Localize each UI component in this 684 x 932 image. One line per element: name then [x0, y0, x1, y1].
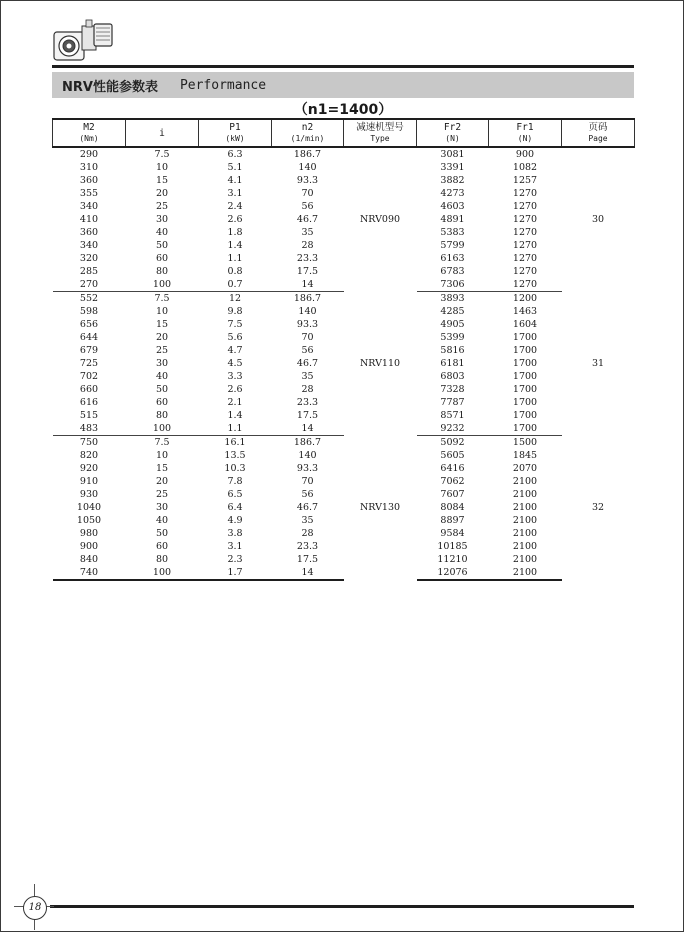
- cell-n2: 46.7: [296, 502, 319, 513]
- cell-n2: 56: [301, 201, 314, 212]
- cell-fr1: 1700: [489, 422, 562, 436]
- cell-p1: 4.5: [227, 358, 243, 369]
- cell-ratio: 15: [155, 175, 169, 186]
- cell-type: NRV090: [359, 214, 401, 226]
- cell-fr2: 7306: [417, 278, 489, 292]
- cell-fr1: 2100: [512, 515, 538, 526]
- cell-m2: 320: [79, 253, 99, 264]
- header-n2: n2 (1/min): [272, 119, 344, 147]
- cell-fr2: 10185: [437, 541, 468, 552]
- cell-n2: 17.5: [296, 410, 319, 421]
- cell-m2: 360: [79, 227, 99, 238]
- cell-fr1: 1700: [512, 384, 538, 395]
- cell-fr2: 8084: [440, 502, 465, 513]
- cell-n2: 23.3: [296, 397, 319, 408]
- cell-n2: 23.3: [296, 541, 319, 552]
- cell-m2: 725: [79, 358, 99, 369]
- cell-ratio: 40: [155, 371, 169, 382]
- cell-p1: 3.8: [227, 528, 243, 539]
- cell-fr1: 900: [515, 149, 535, 160]
- cell-ratio: 25: [155, 489, 169, 500]
- cell-fr2: 9232: [417, 422, 489, 436]
- section-title-bar: [52, 72, 634, 98]
- cell-m2: 910: [79, 476, 99, 487]
- cell-fr2: 7328: [440, 384, 465, 395]
- cell-fr2: 3391: [440, 162, 465, 173]
- cell-page: 31: [591, 358, 605, 369]
- cell-n2: 14: [272, 278, 344, 292]
- cell-ratio: 50: [155, 528, 169, 539]
- cell-m2: 552: [79, 293, 99, 304]
- cell-ratio: 25: [155, 201, 169, 212]
- cell-m2: 515: [79, 410, 99, 421]
- cell-fr1: 1700: [512, 345, 538, 356]
- cell-fr2: 5092: [440, 437, 465, 448]
- cell-m2: 679: [79, 345, 99, 356]
- cell-n2: 186.7: [293, 149, 322, 160]
- cell-n2: 14: [272, 422, 344, 436]
- cell-p1: 1.8: [227, 227, 243, 238]
- cell-fr1: 2070: [512, 463, 538, 474]
- cell-n2: 56: [301, 345, 314, 356]
- cell-fr2: 5799: [440, 240, 465, 251]
- cell-p1: 9.8: [227, 306, 243, 317]
- cell-fr1: 1700: [512, 410, 538, 421]
- cell-ratio: 30: [155, 502, 169, 513]
- cell-m2: 644: [79, 332, 99, 343]
- cell-type: NRV110: [359, 358, 401, 369]
- input-speed-condition: （n1=1400）: [293, 102, 393, 118]
- cell-n2: 46.7: [296, 358, 319, 369]
- cell-fr2: 8897: [440, 515, 465, 526]
- cell-fr2: 5816: [440, 345, 465, 356]
- cell-m2: 840: [79, 554, 99, 565]
- cell-m2: 483: [53, 422, 126, 436]
- cell-ratio: 50: [155, 240, 169, 251]
- cell-p1: 6.3: [227, 149, 243, 160]
- cell-m2: 290: [79, 149, 99, 160]
- cell-p1: 7.8: [227, 476, 243, 487]
- cell-p1: 0.8: [227, 266, 243, 277]
- cell-fr1: 1270: [512, 188, 538, 199]
- page-number: 18: [23, 896, 47, 920]
- cell-n2: 35: [301, 371, 314, 382]
- cell-p1: 5.1: [227, 162, 243, 173]
- cell-m2: 980: [79, 528, 99, 539]
- cell-fr1: 2100: [512, 554, 538, 565]
- cell-fr1: 1700: [512, 332, 538, 343]
- cell-ratio: 7.5: [154, 149, 170, 160]
- cell-n2: 70: [301, 476, 314, 487]
- cell-p1: 6.4: [227, 502, 243, 513]
- cell-n2: 17.5: [296, 554, 319, 565]
- cell-m2: 360: [79, 175, 99, 186]
- header-page: 页码 Page: [562, 119, 635, 147]
- header-m2: M2 (Nm): [53, 119, 126, 147]
- section-title-en: Performance: [179, 77, 267, 93]
- cell-fr1: 2100: [512, 489, 538, 500]
- cell-ratio: 7.5: [154, 437, 170, 448]
- cell-fr2: 4603: [440, 201, 465, 212]
- cell-p1: 1.1: [227, 253, 243, 264]
- footer-rule: [50, 905, 634, 908]
- cell-type: NRV130: [359, 502, 401, 514]
- table-row: [53, 436, 635, 450]
- cell-fr2: 4905: [440, 319, 465, 330]
- cell-fr2: 4273: [440, 188, 465, 199]
- cell-fr2: 5399: [440, 332, 465, 343]
- performance-table: [52, 118, 635, 581]
- cell-fr2: 6803: [440, 371, 465, 382]
- cell-m2: 740: [53, 566, 126, 580]
- cell-fr1: 1700: [512, 371, 538, 382]
- cell-n2: 186.7: [293, 293, 322, 304]
- cell-n2: 140: [298, 450, 317, 461]
- cell-fr2: 3081: [440, 149, 465, 160]
- cell-ratio: 80: [155, 554, 169, 565]
- cell-fr1: 2100: [512, 541, 538, 552]
- cell-n2: 70: [301, 188, 314, 199]
- cell-p1: 10.3: [224, 463, 246, 474]
- cell-fr1: 1270: [512, 253, 538, 264]
- cell-p1: 1.4: [227, 410, 243, 421]
- cell-fr2: 5605: [440, 450, 465, 461]
- table-header-row: [53, 119, 635, 147]
- cell-m2: 1050: [76, 515, 102, 526]
- cell-fr1: 1270: [512, 201, 538, 212]
- header-rule: [52, 65, 634, 68]
- cell-fr2: 4891: [440, 214, 465, 225]
- cell-fr2: 6181: [440, 358, 465, 369]
- cell-fr1: 1700: [512, 358, 538, 369]
- cell-p1: 1.1: [199, 422, 272, 436]
- cell-ratio: 40: [155, 515, 169, 526]
- cell-fr1: 2100: [512, 476, 538, 487]
- cell-n2: 28: [301, 384, 314, 395]
- header-type: 减速机型号 Type: [344, 119, 417, 147]
- cell-p1: 1.4: [227, 240, 243, 251]
- cell-fr2: 3882: [440, 175, 465, 186]
- cell-m2: 930: [79, 489, 99, 500]
- cell-fr1: 2100: [512, 528, 538, 539]
- cell-fr2: 12076: [417, 566, 489, 580]
- cell-p1: 2.6: [227, 214, 243, 225]
- cell-fr1: 1845: [512, 450, 538, 461]
- cell-ratio: 7.5: [154, 293, 170, 304]
- cell-fr1: 1270: [512, 227, 538, 238]
- cell-ratio: 50: [155, 384, 169, 395]
- cell-fr2: 9584: [440, 528, 465, 539]
- cell-fr1: 1700: [512, 397, 538, 408]
- cell-n2: 93.3: [296, 463, 319, 474]
- cell-n2: 56: [301, 489, 314, 500]
- cell-m2: 310: [79, 162, 99, 173]
- cell-p1: 2.6: [227, 384, 243, 395]
- cell-fr2: 7787: [440, 397, 465, 408]
- cell-fr1: 1257: [512, 175, 538, 186]
- cell-ratio: 25: [155, 345, 169, 356]
- cell-fr2: 3893: [440, 293, 465, 304]
- cell-ratio: 15: [155, 319, 169, 330]
- cell-ratio: 60: [155, 397, 169, 408]
- cell-n2: 70: [301, 332, 314, 343]
- cell-fr1: 1270: [512, 240, 538, 251]
- cell-p1: 2.1: [227, 397, 243, 408]
- cell-fr1: 1604: [512, 319, 538, 330]
- cell-m2: 598: [79, 306, 99, 317]
- cell-n2: 93.3: [296, 319, 319, 330]
- cell-m2: 900: [79, 541, 99, 552]
- cell-fr1: 1200: [512, 293, 538, 304]
- cell-fr2: 6783: [440, 266, 465, 277]
- cell-fr1: 2100: [489, 566, 562, 580]
- cell-ratio: 60: [155, 253, 169, 264]
- table-row: [53, 147, 635, 161]
- cell-m2: 820: [79, 450, 99, 461]
- cell-fr2: 6416: [440, 463, 465, 474]
- cell-n2: 140: [298, 306, 317, 317]
- cell-page: 32: [591, 502, 605, 514]
- cell-ratio: 15: [155, 463, 169, 474]
- cell-p1: 12: [228, 293, 242, 304]
- header-ratio: i: [126, 119, 199, 147]
- cell-ratio: 10: [155, 450, 169, 461]
- cell-m2: 285: [79, 266, 99, 277]
- cell-fr2: 6163: [440, 253, 465, 264]
- cell-ratio: 20: [155, 332, 169, 343]
- cell-ratio: 20: [155, 188, 169, 199]
- cell-p1: 16.1: [224, 437, 246, 448]
- cell-m2: 340: [79, 201, 99, 212]
- cell-m2: 1040: [76, 502, 102, 513]
- cell-m2: 410: [79, 214, 99, 225]
- cell-n2: 28: [301, 240, 314, 251]
- cell-fr2: 4285: [440, 306, 465, 317]
- cell-p1: 6.5: [227, 489, 243, 500]
- cell-p1: 4.7: [227, 345, 243, 356]
- cell-p1: 4.9: [227, 515, 243, 526]
- cell-fr2: 5383: [440, 227, 465, 238]
- cell-fr2: 8571: [440, 410, 465, 421]
- cell-fr1: 1270: [512, 266, 538, 277]
- cell-fr1: 1082: [512, 162, 538, 173]
- cell-p1: 3.3: [227, 371, 243, 382]
- section-title-cn: NRV性能参数表: [62, 79, 158, 95]
- cell-m2: 340: [79, 240, 99, 251]
- header-fr1: Fr1 (N): [489, 119, 562, 147]
- cell-ratio: 100: [126, 278, 199, 292]
- cell-n2: 186.7: [293, 437, 322, 448]
- cell-ratio: 10: [155, 306, 169, 317]
- cell-m2: 660: [79, 384, 99, 395]
- cell-p1: 5.6: [227, 332, 243, 343]
- cell-p1: 4.1: [227, 175, 243, 186]
- header-fr2: Fr2 (N): [417, 119, 489, 147]
- cell-p1: 3.1: [227, 188, 243, 199]
- cell-m2: 656: [79, 319, 99, 330]
- cell-n2: 17.5: [296, 266, 319, 277]
- cell-ratio: 30: [155, 214, 169, 225]
- table-row: [53, 292, 635, 306]
- table-body: [53, 147, 635, 580]
- cell-p1: 2.4: [227, 201, 243, 212]
- cell-fr2: 11210: [437, 554, 468, 565]
- cell-n2: 140: [298, 162, 317, 173]
- gearbox-logo-icon: [52, 18, 116, 64]
- cell-fr1: 2100: [512, 502, 538, 513]
- cell-m2: 616: [79, 397, 99, 408]
- cell-page: 30: [591, 214, 605, 226]
- cell-n2: 46.7: [296, 214, 319, 225]
- cell-fr2: 7062: [440, 476, 465, 487]
- cell-p1: 1.7: [199, 566, 272, 580]
- cell-ratio: 80: [155, 410, 169, 421]
- cell-ratio: 60: [155, 541, 169, 552]
- cell-p1: 3.1: [227, 541, 243, 552]
- cell-ratio: 40: [155, 227, 169, 238]
- cell-ratio: 100: [126, 422, 199, 436]
- cell-m2: 702: [79, 371, 99, 382]
- header-p1: P1 (kW): [199, 119, 272, 147]
- cell-p1: 7.5: [227, 319, 243, 330]
- cell-fr1: 1270: [489, 278, 562, 292]
- cell-m2: 750: [79, 437, 99, 448]
- cell-fr1: 1500: [512, 437, 538, 448]
- cell-n2: 23.3: [296, 253, 319, 264]
- cell-ratio: 30: [155, 358, 169, 369]
- cell-ratio: 100: [126, 566, 199, 580]
- cell-fr1: 1463: [512, 306, 538, 317]
- cell-p1: 0.7: [199, 278, 272, 292]
- cell-ratio: 10: [155, 162, 169, 173]
- cell-n2: 14: [272, 566, 344, 580]
- cell-m2: 920: [79, 463, 99, 474]
- cell-fr1: 1270: [512, 214, 538, 225]
- cell-n2: 35: [301, 515, 314, 526]
- cell-n2: 28: [301, 528, 314, 539]
- cell-ratio: 20: [155, 476, 169, 487]
- cell-n2: 93.3: [296, 175, 319, 186]
- cell-ratio: 80: [155, 266, 169, 277]
- cell-m2: 355: [79, 188, 99, 199]
- cell-fr2: 7607: [440, 489, 465, 500]
- cell-n2: 35: [301, 227, 314, 238]
- cell-p1: 13.5: [224, 450, 246, 461]
- cell-p1: 2.3: [227, 554, 243, 565]
- cell-m2: 270: [53, 278, 126, 292]
